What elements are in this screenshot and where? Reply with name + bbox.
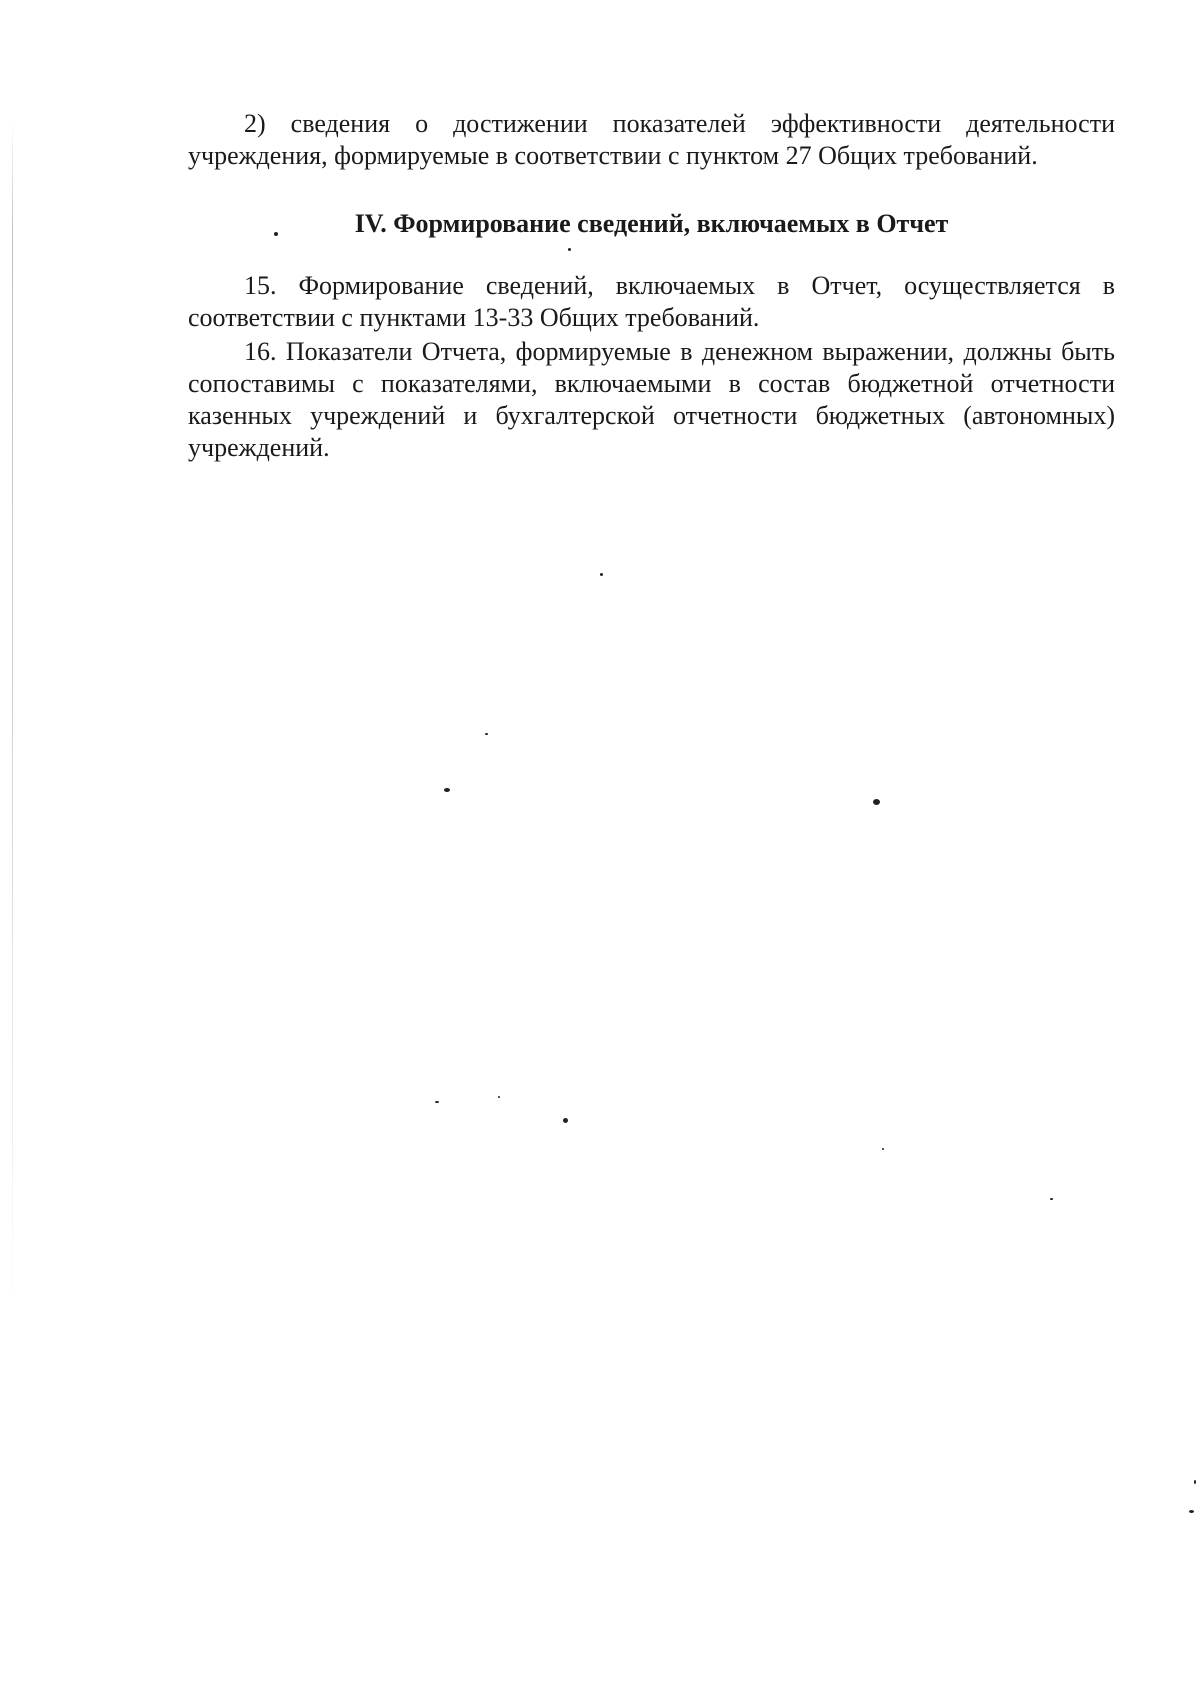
scan-speck xyxy=(882,1148,884,1150)
scan-speck xyxy=(1194,1480,1196,1484)
scan-speck xyxy=(274,232,278,236)
scan-speck xyxy=(485,733,488,735)
paragraph-item-2-text: 2) сведения о достижении показателей эффективности деятельности учреждения, формируемые в соответствии с пунктом 27 Общих требований. xyxy=(188,109,1115,170)
section-heading: IV. Формирование сведений, включаемых в Отчет xyxy=(354,209,949,238)
scan-speck xyxy=(1050,1198,1053,1200)
paragraph-item-16 xyxy=(188,336,1115,464)
scan-speck xyxy=(873,799,880,805)
paragraph-item-2 xyxy=(188,108,1115,172)
scan-speck xyxy=(600,573,603,576)
scan-edge-line xyxy=(12,120,13,1320)
scan-speck xyxy=(1189,1510,1194,1513)
paragraph-item-16-text: 16. Показатели Отчета, формируемые в денежном выражении, должны быть сопоставимы с показателями, включаемыми в состав бюджетной отчетности казенных учреждений и бухгалтерской отчетности бюджетных (автономных) учреждений. xyxy=(188,337,1115,462)
scan-speck xyxy=(435,1101,439,1103)
paragraph-item-15 xyxy=(188,270,1115,334)
paragraph-item-15-text: 15. Формирование сведений, включаемых в Отчет, осуществляется в соответствии с пунктами 13-33 Общих требований. xyxy=(188,271,1115,332)
scan-speck xyxy=(568,248,571,251)
scan-speck xyxy=(444,788,450,792)
scan-speck xyxy=(563,1118,568,1123)
scan-speck xyxy=(498,1096,500,1098)
